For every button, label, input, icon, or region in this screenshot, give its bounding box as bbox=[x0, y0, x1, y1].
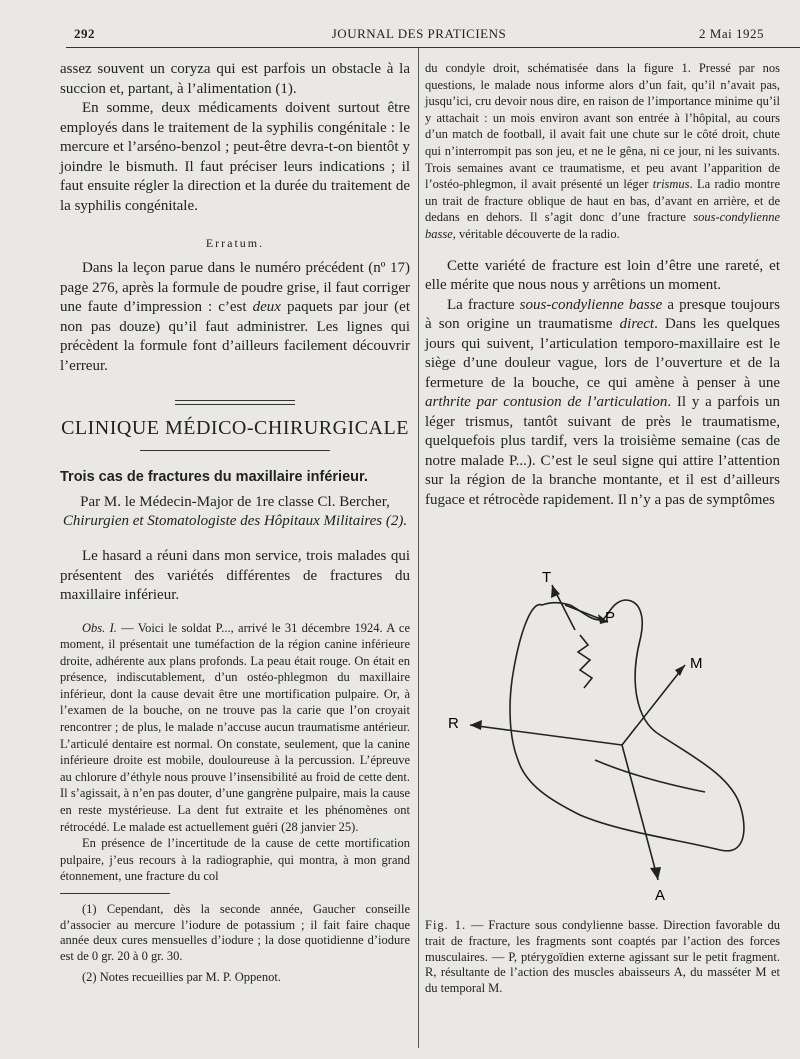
force-line-A bbox=[622, 745, 658, 880]
mandible-outline bbox=[510, 600, 744, 851]
erratum-heading: Erratum. bbox=[205, 236, 265, 250]
text-run: , véritable découverte de la radio. bbox=[452, 226, 620, 241]
section-title: CLINIQUE MÉDICO-CHIRURGICALE bbox=[61, 417, 409, 439]
text-run: Dans la leçon parue dans le numéro précédent (nº 17) page 276, après la formule de poudre grise, il faut corriger une faute d’impression : c’est bbox=[60, 260, 410, 315]
paragraph: Le hasard a réuni dans mon service, trois malades qui présentent des variétés différentes de fractures du maxillaire inférieur. bbox=[60, 548, 410, 603]
emphasis: arthrite par contusion de l’articulation bbox=[425, 394, 668, 411]
footnote-rule bbox=[60, 893, 170, 894]
observation-label: Obs. I. bbox=[82, 620, 117, 635]
paragraph bbox=[425, 60, 780, 243]
column-divider bbox=[418, 48, 419, 1048]
label-R: R bbox=[448, 715, 459, 732]
emphasis: trismus bbox=[652, 177, 690, 192]
header-rule bbox=[66, 47, 800, 48]
label-T: T bbox=[542, 569, 552, 586]
figure-caption bbox=[425, 918, 780, 997]
left-column bbox=[60, 60, 410, 986]
emphasis: sous-condylienne basse bbox=[519, 296, 663, 313]
footnote: (1) Cependant, dès la seconde année, Gaucher conseille d’associer au mercure l’iodure de potassium ; il fait faire chaque année deux cures mensuelles d’iodure ; la dose quotidienne d’iodure est de 0 gr. 20 à 0 gr. 30. bbox=[60, 902, 410, 963]
paragraph: En somme, deux médicaments doivent surtout être employés dans le traitement de la syphilis congénitale : le mercure et l’arséno-benzol ; peut-être devra-t-on bientôt y joindre le bismuth. Il faut préciser leurs indications ; il faut ensuite régler la direction et la durée du traitement de la syphilis congénitale. bbox=[60, 100, 410, 214]
mandible-fracture-diagram bbox=[430, 560, 790, 910]
label-A: A bbox=[655, 887, 666, 904]
page-number: 292 bbox=[74, 26, 95, 41]
text-run: La fracture bbox=[447, 296, 520, 313]
footnote: (2) Notes recueillies par M. P. Oppenot. bbox=[82, 970, 281, 984]
erratum-paragraph bbox=[60, 259, 410, 376]
section-separator bbox=[175, 400, 295, 405]
issue-date: 2 Mai 1925 bbox=[699, 26, 764, 41]
arrowhead bbox=[675, 665, 685, 676]
author-byline: Par M. le Médecin-Major de 1re classe Cl. Bercher, bbox=[80, 494, 390, 510]
text-run: . Il y a parfois un léger trismus, tantôt suivant de près le traumatisme, quelquefois plus tardif, vers la troisième semaine (cas de notre malade P...). C’est le seul signe qui attire l’attention sur la région de la branche montante, et il est d’ailleurs fugace et rétrocède rapidement. Il n’y a pas de symptômes bbox=[425, 394, 781, 508]
mandible-inner-line bbox=[595, 760, 705, 792]
caption-label: Fig. 1. bbox=[425, 918, 467, 932]
label-M: M bbox=[690, 655, 703, 672]
observation-paragraph bbox=[60, 620, 410, 836]
emphasis: deux bbox=[252, 299, 281, 315]
text-run: . La radio montre un trait de fracture oblique de haut en bas, d’avant en arrière, et de dedans en dehors. Il s’agit donc d’une fracture bbox=[425, 177, 780, 225]
journal-title: JOURNAL DES PRATICIENS bbox=[331, 26, 507, 41]
arrowhead bbox=[551, 585, 560, 598]
caption-text: — Fracture sous condylienne basse. Direction favorable du trait de fracture, les fragments sont coaptés par l’action des forces musculaires. — P, ptérygoïdien externe agissant sur le petit fragment. R, résultante de l’action des muscles abaisseurs A, du masséter M et du temporal M. bbox=[425, 918, 780, 996]
paragraph: Cette variété de fracture est loin d’être une rareté, et elle mérite que nous nous y arrêtions un moment. bbox=[425, 257, 780, 294]
author-affiliation: Chirurgien et Stomatologiste des Hôpitaux Militaires (2). bbox=[62, 513, 408, 529]
article-title: Trois cas de fractures du maxillaire inférieur. bbox=[60, 469, 368, 485]
section-underline bbox=[140, 450, 330, 451]
emphasis: direct bbox=[619, 316, 655, 333]
force-line-R bbox=[470, 725, 622, 745]
fracture-line bbox=[578, 635, 592, 688]
right-column bbox=[425, 60, 780, 510]
text-run: du condyle droit, schématisée dans la figure 1. Pressé par nos questions, le malade nous informe alors d’un fait, qu’il n’avait pas, jusqu’ici, cru devoir nous dire, en raison de l’importance minime qu’il y attachait : un mois environ avant son entrée à l’hôpital, au cours d’un match de football, il avait fait une chute sur le côté droit, chute qui n’interrompit pas son jeu, et ne le gêna, ni ce jour, ni les suivants. Trois semaines avant ce traumatisme, et peu avant l’apparition de l’ostéo-phlegmon, il avait présenté un léger bbox=[425, 61, 780, 192]
emphasis: sous-condylienne basse bbox=[425, 210, 780, 241]
text-run: — Voici le soldat P..., arrivé le 31 décembre 1924. A ce moment, il présentait une tuméfaction de la région canine inférieure droite, adhérente aux plans profonds. La peau était rouge. On était en présence, indiscutablement, d’un ostéo-phlegmon du maxillaire inférieur, dont la cause devait être une mortification pulpaire. Or, à l’examen de la bouche, on ne trouve pas la carie que l’on croyait rencontrer ; de plus, le malade n’accuse aucun traumatisme antérieur. L’articulé dentaire est normal. On constate, seulement, que la canine inférieure droite est mobile, douloureuse à la percussion. L’épreuve au chlorure d’éthyle nous prouve l’insensibilité au froid de cette dent. Il s’agissait, à n’en pas douter, d’une gangrène pulpaire, mais la cause en reste mystérieuse. La dent fut extraite et les phénomènes ont rétrocédé. Le malade est actuellement guéri (28 janvier 25). bbox=[60, 620, 410, 834]
paragraph bbox=[425, 296, 780, 511]
page-header bbox=[74, 26, 764, 46]
text-run: paquets par jour (et non pas douze) qu’il faut administrer. Les lignes qui précèdent la formule font d’ailleurs facilement découvrir l’erreur. bbox=[60, 299, 410, 374]
text-run: a presque toujours à son origine un traumatisme bbox=[425, 296, 781, 333]
arrowhead bbox=[470, 720, 482, 730]
label-P: P bbox=[605, 609, 616, 626]
text-run: . Dans les quelques jours qui suivent, l’articulation temporo-maxillaire est le siège d’une douleur vague, lors de l’ouverture et de la fermeture de la bouche, ce qui amène à penser à une bbox=[425, 316, 780, 391]
paragraph: assez souvent un coryza qui est parfois un obstacle à la succion et, partant, à l’alimentation (1). bbox=[60, 61, 410, 97]
paragraph: En présence de l’incertitude de la cause de cette mortification pulpaire, j’eus recours à la radiographie, qui montra, à mon grand étonnement, une fracture du col bbox=[60, 836, 410, 884]
force-line-M bbox=[622, 665, 685, 745]
arrowhead bbox=[650, 867, 661, 880]
